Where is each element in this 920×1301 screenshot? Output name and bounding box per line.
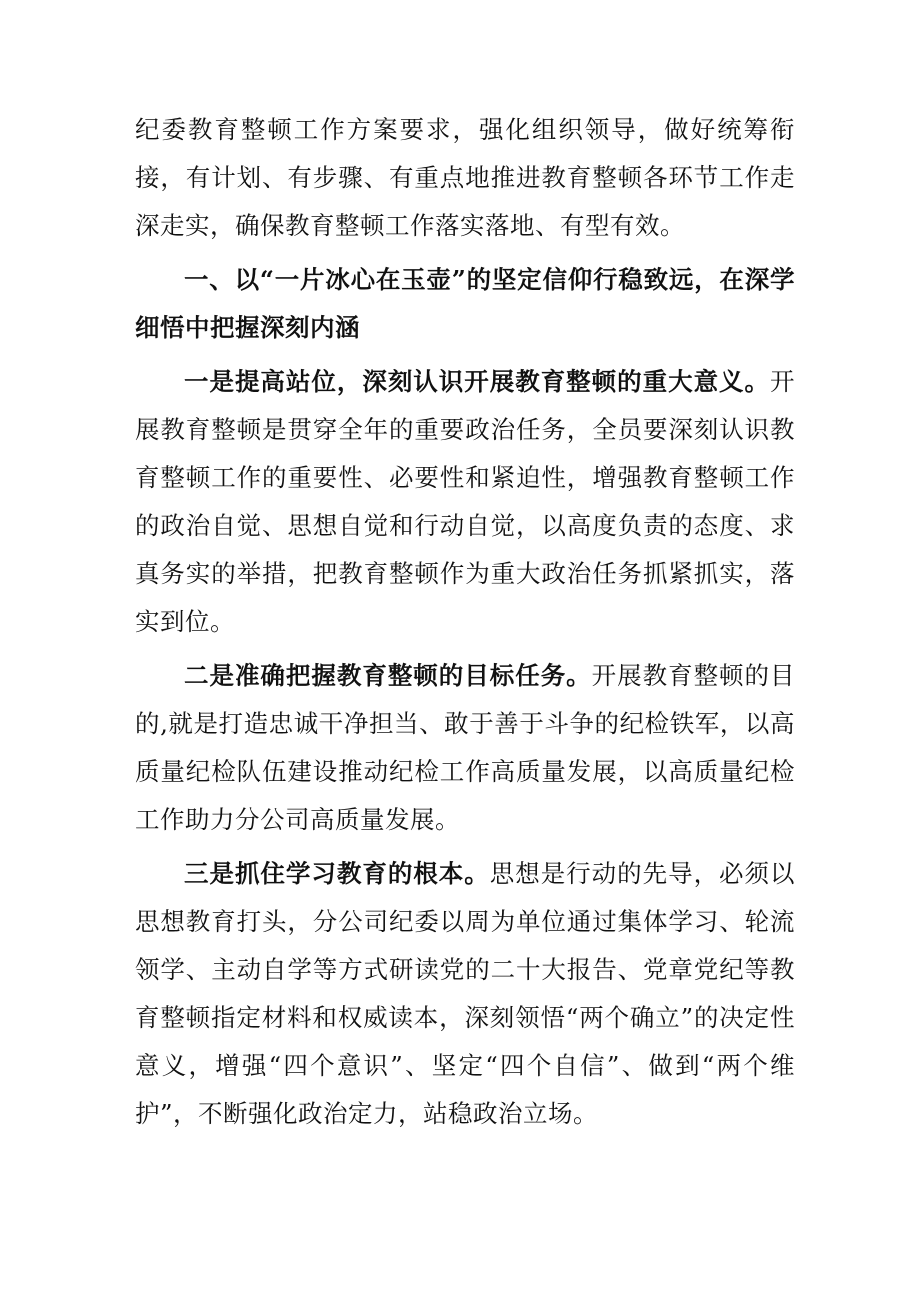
paragraph-point-1 <box>135 358 795 646</box>
paragraph-point-3 <box>135 850 795 1138</box>
point-3-lead: 三是抓住学习教育的根本。 <box>184 859 490 888</box>
point-1-body: 开展教育整顿是贯穿全年的重要政治任务，全员要深刻认识教育整顿工作的重要性、必要性和紧迫性，增强教育整顿工作的政治自觉、思想自觉和行动自觉，以高度负责的态度、求真务实的举措，把教育整顿作为重大政治任务抓紧抓实，落实到位。 <box>135 367 795 636</box>
point-2-body: 开展教育整顿的目的,就是打造忠诚干净担当、敢于善于斗争的纪检铁军，以高质量纪检队伍建设推动纪检工作高质量发展，以高质量纪检工作助力分公司高质量发展。 <box>135 661 796 834</box>
point-3-body: 思想是行动的先导，必须以思想教育打头，分公司纪委以周为单位通过集体学习、轮流领学、主动自学等方式研读党的二十大报告、党章党纪等教育整顿指定材料和权威读本，深刻领悟“两个确立”的决定性意义，增强“四个意识”、坚定“四个自信”、做到“两个维护”，不断强化政治定力，站稳政治立场。 <box>135 859 796 1128</box>
point-1-lead: 一是提高站位，深刻认识开展教育整顿的重大意义。 <box>184 367 770 396</box>
document-page <box>135 106 795 1138</box>
paragraph-point-2 <box>135 652 795 844</box>
section-heading: 一、以“一片冰心在玉壶”的坚定信仰行稳致远，在深学细悟中把握深刻内涵 <box>135 265 795 342</box>
point-2-lead: 二是准确把握教育整顿的目标任务。 <box>184 661 592 690</box>
paragraph-continuation: 纪委教育整顿工作方案要求，强化组织领导，做好统筹衔接，有计划、有步骤、有重点地推进教育整顿各环节工作走深走实，确保教育整顿工作落实落地、有型有效。 <box>135 115 795 240</box>
